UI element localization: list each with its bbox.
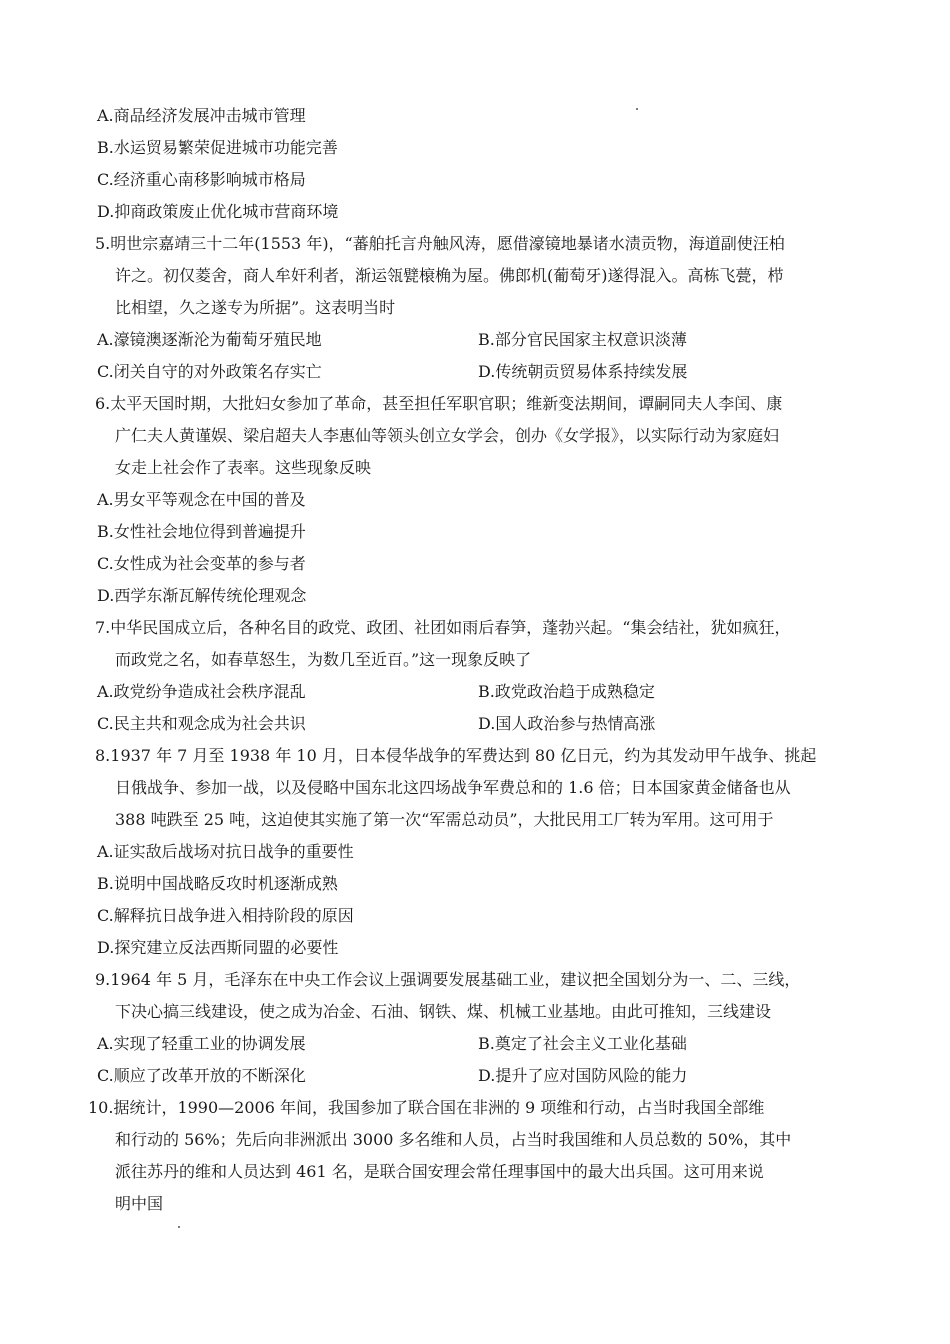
q9-options-row-1 [0, 1028, 950, 1060]
q9-option-c: C.顺应了改革开放的不断深化 [97, 1066, 306, 1085]
scan-dot-bottom [178, 1226, 180, 1228]
q6-option-a: A.男女平等观念在中国的普及 [97, 490, 306, 509]
q9-options-row-2 [0, 1060, 950, 1092]
q10-stem-line-1: 10.据统计，1990—2006 年间，我国参加了联合国在非洲的 9 项维和行动，占当时我国全部维 [88, 1098, 765, 1117]
exam-page [0, 100, 950, 1220]
q6-stem-line-1: 6.太平天国时期，大批妇女参加了革命，甚至担任军职官职；维新变法期间，谭嗣同夫人李闰、康 [95, 394, 783, 413]
q9-option-d: D.提升了应对国防风险的能力 [478, 1066, 688, 1085]
q7-options-row-1 [0, 676, 950, 708]
q10-stem-line-4: 明中国 [115, 1194, 164, 1213]
q8-stem-line-2: 日俄战争、参加一战，以及侵略中国东北这四场战争军费总和的 1.6 倍；日本国家黄金储备也从 [115, 778, 791, 797]
q7-options-row-2 [0, 708, 950, 740]
q4-option-d: D.抑商政策废止优化城市营商环境 [97, 202, 339, 221]
q4-option-b: B.水运贸易繁荣促进城市功能完善 [97, 138, 338, 157]
q10-stem-line-2: 和行动的 56%；先后向非洲派出 3000 多名维和人员，占当时我国维和人员总数的 50%，其中 [115, 1130, 792, 1149]
q6-option-b: B.女性社会地位得到普遍提升 [97, 522, 306, 541]
q7-option-a: A.政党纷争造成社会秩序混乱 [97, 682, 306, 701]
q9-stem-line-2: 下决心搞三线建设，使之成为冶金、石油、钢铁、煤、机械工业基地。由此可推知，三线建设 [115, 1002, 772, 1021]
q8-option-a: A.证实敌后战场对抗日战争的重要性 [97, 842, 354, 861]
q4-option-c: C.经济重心南移影响城市格局 [97, 170, 306, 189]
q8-option-b: B.说明中国战略反攻时机逐渐成熟 [97, 874, 338, 893]
question-7 [0, 612, 950, 740]
q7-option-c: C.民主共和观念成为社会共识 [97, 714, 306, 733]
q9-stem-line-1: 9.1964 年 5 月，毛泽东在中央工作会议上强调要发展基础工业，建议把全国划分为一、二、三线， [95, 970, 801, 989]
question-5 [0, 228, 950, 388]
q4-option-a: A.商品经济发展冲击城市管理 [97, 106, 306, 125]
q5-stem-line-3: 比相望，久之遂专为所据”。这表明当时 [115, 298, 396, 317]
q8-option-c: C.解释抗日战争进入相持阶段的原因 [97, 906, 354, 925]
question-10 [0, 1092, 950, 1220]
q6-stem-line-3: 女走上社会作了表率。这些现象反映 [115, 458, 372, 477]
q6-option-c: C.女性成为社会变革的参与者 [97, 554, 306, 573]
q5-option-b: B.部分官民国家主权意识淡薄 [478, 330, 687, 349]
q6-stem-line-2: 广仁夫人黄谨娱、梁启超夫人李惠仙等领头创立女学会，创办《女学报》，以实际行动为家庭妇 [115, 426, 780, 445]
q8-stem-line-3: 388 吨跌至 25 吨，这迫使其实施了第一次“军需总动员”，大批民用工厂转为军用。这可用于 [115, 810, 774, 829]
q9-option-b: B.奠定了社会主义工业化基础 [478, 1034, 687, 1053]
q5-options-row-2 [0, 356, 950, 388]
q5-option-d: D.传统朝贡贸易体系持续发展 [478, 362, 688, 381]
q7-stem-line-2: 而政党之名，如春草怒生，为数几至近百。”这一现象反映了 [115, 650, 532, 669]
q8-stem-line-1: 8.1937 年 7 月至 1938 年 10 月，日本侵华战争的军费达到 80 亿日元，约为其发动甲午战争、挑起 [95, 746, 817, 765]
q8-option-d: D.探究建立反法西斯同盟的必要性 [97, 938, 339, 957]
q7-option-d: D.国人政治参与热情高涨 [478, 714, 656, 733]
question-8 [0, 740, 950, 964]
q5-stem-line-2: 许之。初仅菱舍，商人牟奸利者，渐运瓴甓榱桷为屋。佛郎机(葡萄牙)遂得混入。高栋飞甍，栉 [115, 266, 784, 285]
q10-stem-line-3: 派往苏丹的维和人员达到 461 名，是联合国安理会常任理事国中的最大出兵国。这可用来说 [115, 1162, 764, 1181]
question-4-options [0, 100, 950, 228]
q7-stem-line-1: 7.中华民国成立后，各种名目的政党、政团、社团如雨后春笋，蓬勃兴起。“集会结社，犹如疯狂， [95, 618, 791, 637]
q5-stem-line-1: 5.明世宗嘉靖三十二年(1553 年)，“蕃舶托言舟触风涛，愿借濠镜地暴诸水渍贡物，海道副使汪柏 [95, 234, 785, 253]
q9-option-a: A.实现了轻重工业的协调发展 [97, 1034, 306, 1053]
q5-option-a: A.濠镜澳逐渐沦为葡萄牙殖民地 [97, 330, 322, 349]
question-6 [0, 388, 950, 612]
q5-option-c: C.闭关自守的对外政策名存实亡 [97, 362, 322, 381]
q6-option-d: D.西学东渐瓦解传统伦理观念 [97, 586, 307, 605]
q7-option-b: B.政党政治趋于成熟稳定 [478, 682, 655, 701]
question-9 [0, 964, 950, 1092]
q5-options-row-1 [0, 324, 950, 356]
